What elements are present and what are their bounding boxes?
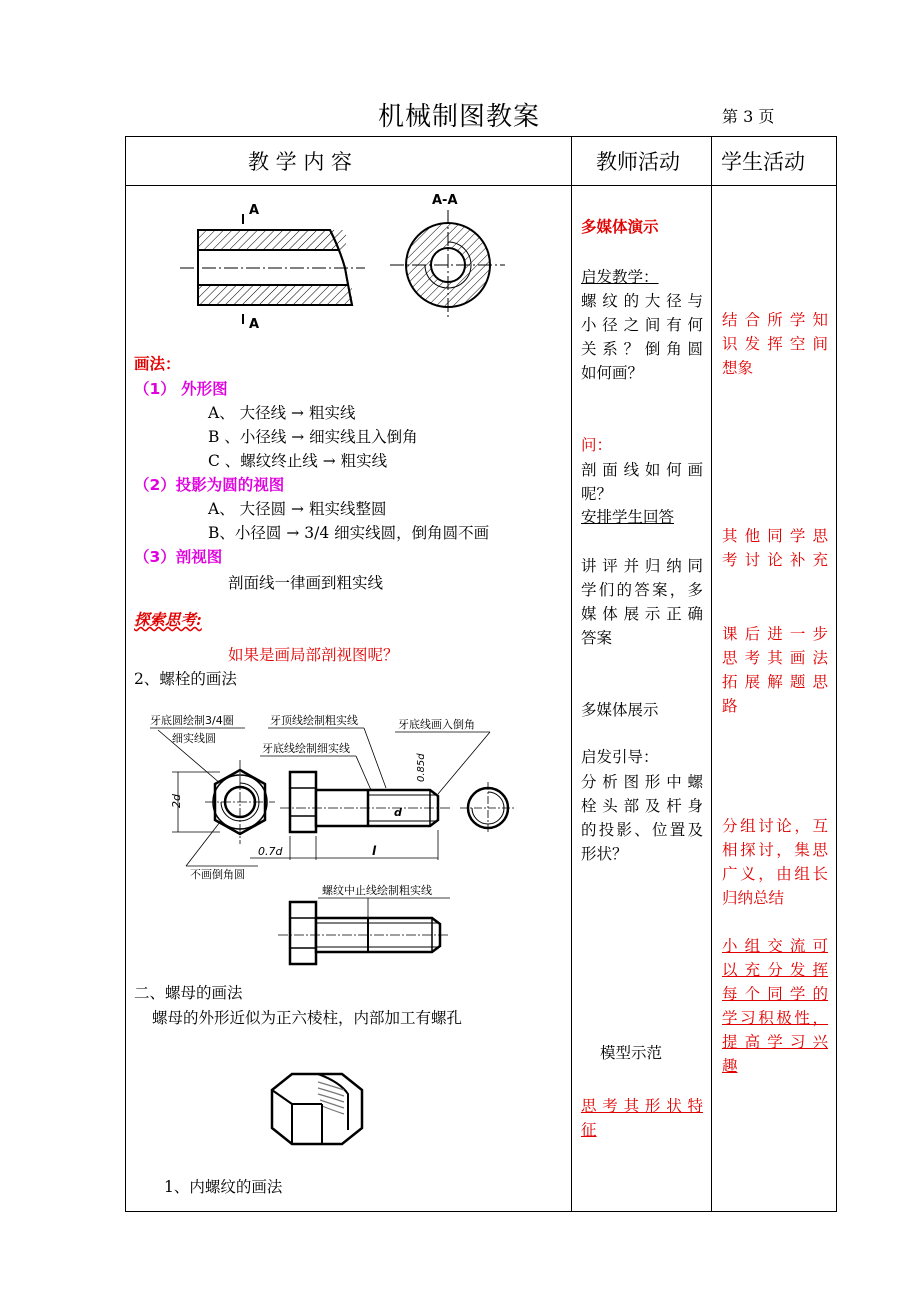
section-label-top: A <box>249 203 260 218</box>
teacher-multimedia-demo: 多媒体演示 <box>581 218 659 236</box>
student-activity-3 <box>722 622 828 718</box>
teacher-review-line: 答案 <box>581 629 613 647</box>
dim-085d: 0.85d <box>416 753 427 782</box>
section-2-item-b: B、小径圆 → 3/4 细实线圆，倒角圆不画 <box>208 524 490 542</box>
teacher-ask-label: 问： <box>581 436 613 454</box>
teacher-question-1 <box>581 289 703 385</box>
label-root-circle-2: 细实线圆 <box>172 732 216 745</box>
section-3-heading: （3）剖视图 <box>134 548 223 566</box>
student-activity-2 <box>722 524 828 572</box>
teacher-question-1-line: 螺纹的大径与 <box>581 292 703 310</box>
nut-title: 二、螺母的画法 <box>134 984 243 1002</box>
student-activity-3-line: 拓展解题思 <box>722 673 828 691</box>
student-activity-4-line: 归纳总结 <box>722 889 785 907</box>
teacher-question-2-line: 剖面线如何画 <box>581 461 703 479</box>
student-activity-4-line: 相探讨，集思 <box>722 841 828 859</box>
label-root-chamfer: 牙底线画入倒角 <box>398 718 475 731</box>
teacher-review <box>581 554 703 650</box>
label-thread-end: 螺纹中止线绘制粗实线 <box>322 884 432 897</box>
student-activity-5-line: 以充分发挥 <box>722 961 828 979</box>
teacher-question-1-line: 如何画？ <box>581 364 644 382</box>
student-activity-5-line: 每个同学的 <box>722 985 828 1003</box>
teacher-analysis-line: 形状？ <box>581 845 628 863</box>
teacher-guide-label: 启发引导： <box>581 748 659 766</box>
label-no-chamfer: 不画倒角圆 <box>190 868 245 881</box>
column-divider <box>571 136 572 1212</box>
teacher-think-shape-line: 思考其形状特 <box>581 1097 703 1115</box>
column-divider <box>711 136 712 1212</box>
bolt-drawing <box>150 708 530 973</box>
document-title: 机械制图教案 <box>378 102 541 132</box>
header-content: 教 学 内 容 <box>248 150 353 174</box>
label-crest-line: 牙顶线绘制粗实线 <box>270 714 358 727</box>
teacher-review-line: 讲评并归纳同 <box>581 557 703 575</box>
teacher-analysis-line: 栓头部及杆身 <box>581 797 703 815</box>
teacher-analysis <box>581 770 703 866</box>
nut-drawing <box>262 1060 382 1150</box>
student-activity-1-line: 识发挥空间 <box>722 335 828 353</box>
label-root-line: 牙底线绘制细实线 <box>262 742 350 755</box>
student-activity-5 <box>722 934 828 1078</box>
student-activity-1 <box>722 308 828 380</box>
student-activity-1-line: 结合所学知 <box>722 311 828 329</box>
section-1-item-b: B 、小径线 → 细实线且入倒角 <box>208 428 418 446</box>
student-activity-3-line: 课后进一步 <box>722 625 828 643</box>
teacher-review-line: 媒体展示正确 <box>581 605 703 623</box>
teacher-heuristic-teaching: 启发教学： <box>581 268 659 286</box>
section-view-label: A-A <box>432 193 458 208</box>
student-activity-5-line: 趣 <box>722 1057 738 1075</box>
explore-question: 如果是画局部剖视图呢？ <box>228 646 399 664</box>
teacher-question-1-line: 关系？倒角圆 <box>581 340 703 358</box>
teacher-think-shape-line: 征 <box>581 1121 597 1139</box>
section-label-bottom: A <box>249 317 260 332</box>
teacher-analysis-line: 分析图形中螺 <box>581 773 703 791</box>
section-1-item-a: A、 大径线 → 粗实线 <box>208 404 356 422</box>
header-student: 学生活动 <box>721 150 805 174</box>
teacher-review-line: 学们的答案，多 <box>581 581 703 599</box>
teacher-multimedia-show: 多媒体展示 <box>581 701 659 719</box>
dim-2d: 2d <box>170 794 183 808</box>
student-activity-5-line: 学习积极性， <box>722 1009 828 1027</box>
teacher-question-1-line: 小径之间有何 <box>581 316 703 334</box>
teacher-analysis-line: 的投影、位置及 <box>581 821 703 839</box>
teacher-question-2-line: 呢？ <box>581 485 613 503</box>
dim-l: l <box>372 844 377 858</box>
student-activity-2-line: 其他同学思 <box>722 527 828 545</box>
section-1-item-c: C 、螺纹终止线 → 粗实线 <box>208 452 388 470</box>
dim-d: d <box>394 806 402 819</box>
page-number: 第 3 页 <box>722 107 775 126</box>
explore-heading: 探索思考: <box>134 610 202 629</box>
header-divider <box>125 185 837 186</box>
student-activity-4 <box>722 814 828 910</box>
student-activity-1-line: 想象 <box>722 359 754 377</box>
student-activity-5-line: 小组交流可 <box>722 937 828 955</box>
student-activity-3-line: 路 <box>722 697 738 715</box>
teacher-arrange-answer: 安排学生回答 <box>581 508 675 526</box>
teacher-question-2 <box>581 458 703 506</box>
student-activity-2-line: 考讨论补充 <box>722 551 828 569</box>
label-root-circle: 牙底圆绘制3/4圈 <box>150 714 234 727</box>
dim-07d: 0.7d <box>258 845 283 858</box>
bolt-title: 2、螺栓的画法 <box>134 670 237 688</box>
student-activity-4-line: 分组讨论，互 <box>722 817 828 835</box>
section-2-item-a: A、 大径圆 → 粗实线整圆 <box>208 500 387 518</box>
nut-description: 螺母的外形近似为正六棱柱，内部加工有螺孔 <box>152 1009 463 1027</box>
teacher-think-shape <box>581 1094 703 1142</box>
student-activity-5-line: 提高学习兴 <box>722 1033 828 1051</box>
method-title: 画法： <box>134 355 181 373</box>
thread-section-figure <box>170 190 510 340</box>
section-3-item: 剖面线一律画到粗实线 <box>228 574 384 592</box>
student-activity-3-line: 思考其画法 <box>722 649 828 667</box>
student-activity-4-line: 广义，由组长 <box>722 865 828 883</box>
section-1-heading: （1） 外形图 <box>134 380 228 398</box>
internal-thread-title: 1、内螺纹的画法 <box>164 1178 283 1196</box>
header-teacher: 教师活动 <box>596 150 680 174</box>
teacher-model-demo: 模型示范 <box>600 1044 663 1062</box>
section-2-heading: （2）投影为圆的视图 <box>134 476 285 494</box>
